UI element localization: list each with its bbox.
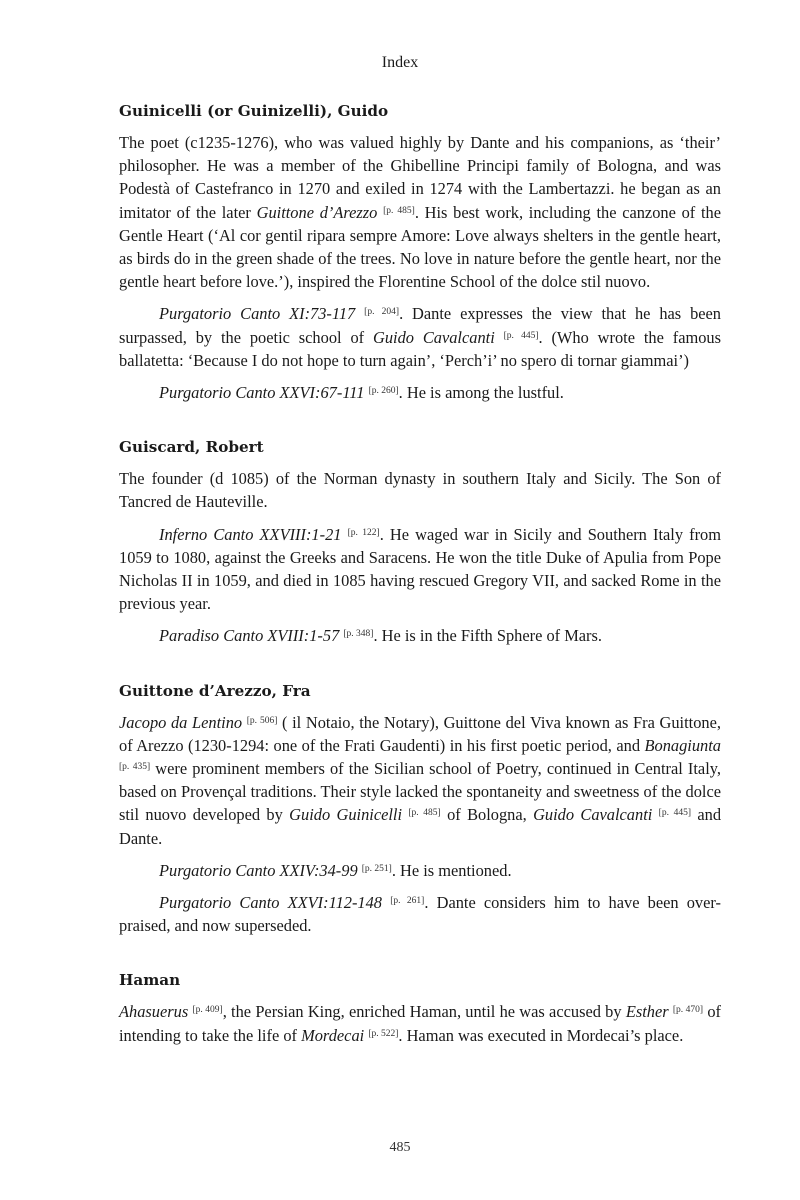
canto-link[interactable]: Purgatorio Canto XXIV:34-99 xyxy=(159,860,358,880)
canto-link[interactable]: Paradiso Canto XVIII:1-57 xyxy=(159,626,340,646)
cross-reference-link[interactable]: Guittone d’Arezzo xyxy=(256,202,378,222)
canto-reference xyxy=(119,624,721,647)
cross-reference-link[interactable]: Guido Guinicelli xyxy=(289,805,403,825)
page-reference: [p. 204] xyxy=(364,307,400,318)
page-reference: [p. 485] xyxy=(408,808,441,819)
index-content xyxy=(119,100,721,1056)
page-reference: [p. 506] xyxy=(246,715,278,726)
description-text: of intending to take the life of xyxy=(119,1002,721,1045)
page-reference: [p. 522] xyxy=(368,1028,399,1039)
entry-title: Guittone d’Arezzo, Fra xyxy=(119,681,311,700)
description-text: and Dante. xyxy=(119,805,722,848)
cross-reference-link[interactable]: Esther xyxy=(625,1002,669,1022)
index-entry-guinicelli xyxy=(119,100,721,404)
canto-link[interactable]: Purgatorio Canto XXVI:67-111 xyxy=(159,383,365,403)
canto-reference xyxy=(119,302,721,372)
description-text: were prominent members of the Sicilian school of Poetry, continued in Central Italy, based on Provençal traditions. Their style lacked the spontaneity and sweetness of the dolce stil nuovo developed by xyxy=(119,759,721,825)
cross-reference-link[interactable]: Bonagiunta xyxy=(644,735,721,755)
page-reference: [p. 445] xyxy=(503,330,539,341)
entry-title: Guiscard, Robert xyxy=(119,438,264,457)
canto-link[interactable]: Purgatorio Canto XI:73-117 xyxy=(159,304,356,324)
canto-reference xyxy=(119,523,721,616)
reference-text: . (Who wrote the famous ballatetta: ‘Because I do not hope to turn again’, ‘Perch’i’ no spero di tornar giammai’) xyxy=(119,327,722,370)
entry-description xyxy=(119,1000,721,1046)
entry-description xyxy=(119,131,721,293)
page-reference: [p. 251] xyxy=(361,863,392,874)
index-entry-guittone xyxy=(119,680,721,938)
page-reference: [p. 122] xyxy=(347,527,380,538)
entry-description xyxy=(119,711,721,850)
cross-reference-link[interactable]: Jacopo da Lentino xyxy=(119,712,243,732)
cross-reference-link[interactable]: Mordecai xyxy=(301,1025,365,1045)
page-reference: [p. 470] xyxy=(672,1005,704,1016)
page-reference: [p. 409] xyxy=(192,1005,223,1016)
description-text: ( il Notaio, the Notary), Guittone del Viva known as Fra Guittone, of Arezzo (1230-1294: one of the Frati Gaudenti) in his first poetic period, and xyxy=(119,712,721,755)
page-reference: [p. 435] xyxy=(119,762,151,773)
canto-reference xyxy=(119,891,721,937)
description-text: of Bologna, xyxy=(440,805,534,825)
canto-reference xyxy=(119,381,721,404)
description-text: , the Persian King, enriched Haman, until he was accused by xyxy=(222,1002,626,1022)
reference-text: . Dante considers him to have been over-praised, and now superseded. xyxy=(119,893,721,936)
cross-reference-link[interactable]: Guido Cavalcanti xyxy=(372,327,495,347)
entry-title: Guinicelli (or Guinizelli), Guido xyxy=(119,102,389,120)
description-text: The poet (c1235-1276), who was valued highly by Dante and his companions, as ‘their’ philosopher. He was a member of the Ghibelline Principi family of Bologna, and was Podestà of Castefranco in 1270 and exiled in 1274 with the Lambertazzi. he began as an imitator of the later xyxy=(119,133,721,222)
description-text: . Haman was executed in Mordecai’s place. xyxy=(398,1025,684,1045)
page-reference: [p. 445] xyxy=(658,808,691,819)
reference-text: . He is mentioned. xyxy=(391,860,512,880)
canto-link[interactable]: Inferno Canto XXVIII:1-21 xyxy=(159,524,342,544)
page-reference: [p. 260] xyxy=(368,386,399,397)
page-reference: [p. 261] xyxy=(390,896,425,907)
description-text: . His best work, including the canzone of the Gentle Heart (‘Al cor gentil ripara sempre Amore: Love always shelters in the gentle heart, as birds do in the green shade of the trees. No love in nature before the gentle heart, nor the gentle heart before love.’), inspired the Florentine School of the dolce stil nuovo. xyxy=(119,202,722,292)
cross-reference-link[interactable]: Guido Cavalcanti xyxy=(533,805,653,825)
reference-text: . He is in the Fifth Sphere of Mars. xyxy=(373,626,602,646)
canto-reference xyxy=(119,859,721,882)
index-entry-haman xyxy=(119,969,721,1046)
page-reference: [p. 485] xyxy=(383,205,415,216)
canto-link[interactable]: Purgatorio Canto XXVI:112-148 xyxy=(159,893,383,913)
reference-text: . Dante expresses the view that he has been surpassed, by the poetic school of xyxy=(119,304,722,347)
index-entry-guiscard xyxy=(119,436,721,647)
reference-text: . He waged war in Sicily and Southern Italy from 1059 to 1080, against the Greeks and Saracens. He won the title Duke of Apulia from Pope Nicholas II in 1059, and died in 1085 having rescued Gregory VII, and sacked Rome in the previous year. xyxy=(119,524,721,614)
cross-reference-link[interactable]: Ahasuerus xyxy=(119,1002,189,1022)
reference-text: . He is among the lustful. xyxy=(398,383,564,403)
page-reference: [p. 348] xyxy=(343,629,374,640)
entry-title: Haman xyxy=(119,971,181,990)
running-head: Index xyxy=(381,54,419,71)
page-number: 485 xyxy=(389,1140,411,1155)
entry-description: The founder (d 1085) of the Norman dynasty in southern Italy and Sicily. The Son of Tancred de Hauteville. xyxy=(119,469,721,512)
